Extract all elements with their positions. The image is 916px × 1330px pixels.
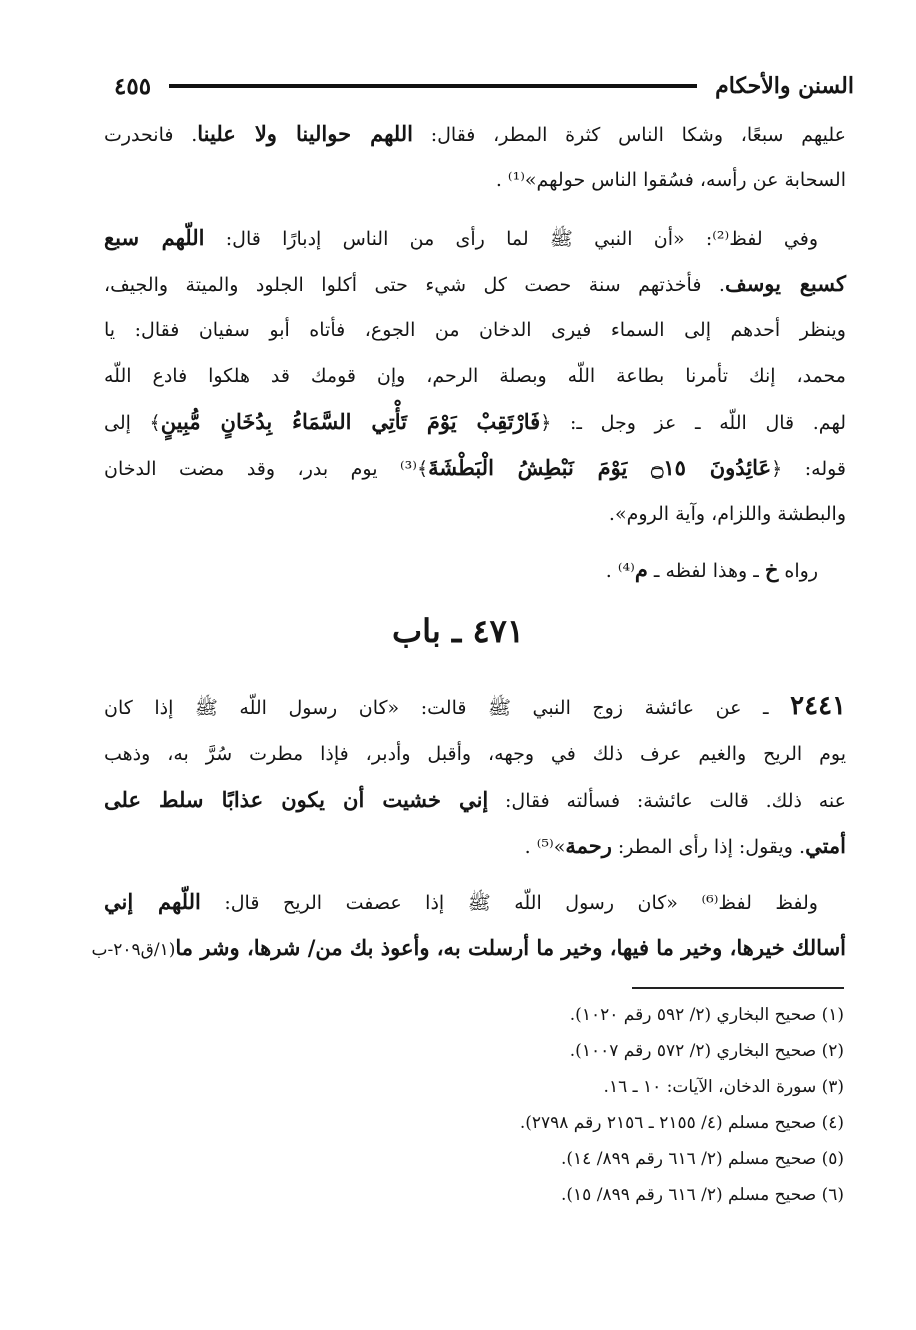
text-run: السحابة عن رأسه، فسُقوا الناس حولهم»⁽¹⁾ . — [495, 169, 846, 191]
text-line — [104, 824, 846, 868]
footnote-text: (٥) صحيح مسلم (٢/ ٦١٦ رقم ٨٩٩/ ١٤). — [561, 1149, 844, 1169]
text-run: ـ عن عائشة زوج النبي ﷺ قالت: «كان رسول اللّه ﷺ إذا كان — [104, 697, 791, 719]
text-line — [104, 158, 846, 202]
source-symbol: خ — [764, 557, 779, 582]
page-number: ٤٥٥ — [114, 72, 152, 100]
text-run: وفي لفظ⁽²⁾: «أن النبي ﷺ لما رأى من الناس إدبارًا قال: — [204, 228, 818, 250]
text-line — [104, 732, 846, 776]
quran-verse: فَارْتَقِبْ يَوْمَ تَأْتِي السَّمَاءُ بِدُخَانٍ مُّبِينٍ — [160, 409, 541, 434]
manuscript-folio-marker: (١/ق٢٠٩-ب — [91, 940, 176, 960]
text-run: لهم. قال اللّه ـ عز وجل ـ: ﴿ — [540, 412, 846, 434]
prophetic-saying: اللّهم إني — [104, 889, 201, 914]
text-line — [104, 778, 846, 822]
page-header — [114, 64, 854, 108]
text-run: . فانحدرت — [104, 124, 198, 146]
footnote-text: (٢) صحيح البخاري (٢/ ٥٧٢ رقم ١٠٠٧). — [569, 1041, 844, 1061]
text-run: ولفظ لفظ⁽⁶⁾ «كان رسول اللّه ﷺ إذا عصفت الريح قال: — [200, 892, 818, 914]
text-run: رواه — [778, 560, 818, 582]
text-line — [104, 446, 846, 490]
running-title: السنن والأحكام — [715, 73, 854, 99]
text-run: والبطشة واللزام، وآية الروم». — [608, 503, 846, 525]
footnote-text: (١) صحيح البخاري (٢/ ٥٩٢ رقم ١٠٢٠). — [569, 1005, 844, 1025]
footnote-separator — [632, 987, 844, 989]
text-run: عنه ذلك. قالت عائشة: فسألته فقال: — [488, 790, 846, 812]
prophetic-saying: كسبع يوسف — [724, 271, 846, 296]
text-line — [104, 262, 846, 306]
footnote-text: (٦) صحيح مسلم (٢/ ٦١٦ رقم ٨٩٩/ ١٥). — [561, 1185, 844, 1205]
text-run: يوم الريح والغيم عرف ذلك في وجهه، وأقبل وأدبر، فإذا مطرت سُرَّ به، وذهب — [104, 743, 846, 765]
section-heading: ٤٧١ ـ باب — [392, 612, 524, 650]
text-run: . فأخذتهم سنة حصت كل شيء حتى أكلوا الجلود والميتة والجيف، — [104, 274, 725, 296]
footnote — [104, 1106, 846, 1140]
text-line — [104, 112, 846, 156]
prophetic-saying: اللهم حوالينا ولا علينا — [197, 121, 413, 146]
text-line — [104, 492, 846, 536]
text-run: . ويقول: إذا رأى المطر: — [611, 836, 806, 858]
footnote-text: (٣) سورة الدخان، الآيات: ١٠ ـ ١٦. — [603, 1077, 844, 1097]
text-line — [104, 216, 846, 260]
text-line — [104, 354, 846, 398]
footnote — [104, 1070, 846, 1104]
text-line — [104, 400, 846, 444]
footnote-text: (٤) صحيح مسلم (٤/ ٢١٥٥ ـ ٢١٥٦ رقم ٢٧٩٨). — [519, 1113, 844, 1133]
prophetic-saying: إني خشيت أن يكون عذابًا سلط على — [104, 787, 489, 812]
text-line — [104, 308, 846, 352]
footnote — [104, 1178, 846, 1212]
prophetic-saying: رحمة — [565, 833, 612, 858]
text-run: »⁽⁵⁾ . — [524, 836, 566, 858]
hadith-number: ٢٤٤١ — [790, 691, 846, 721]
text-run: قوله: ﴿ — [771, 458, 847, 480]
prophetic-saying: أمتي — [805, 833, 846, 858]
prophetic-saying: أسالك خيرها، وخير ما فيها، وخير ما أرسلت به، وأعوذ بك من/ شرها، وشر ما — [175, 935, 846, 960]
header-rule — [169, 84, 697, 88]
text-run: عليهم سبعًا، وشكا الناس كثرة المطر، فقال: — [412, 124, 846, 146]
text-run: ـ وهذا لفظه ـ — [647, 560, 765, 582]
source-symbol: م — [634, 557, 648, 582]
prophetic-saying: اللّهم سبع — [104, 225, 205, 250]
text-line — [104, 880, 846, 924]
footnote — [104, 1142, 846, 1176]
text-run: ﴾ إلى — [104, 412, 161, 434]
text-run: محمد، إنك تأمرنا بطاعة اللّه وبصلة الرحم، وإن قومك قد هلكوا فادع اللّه — [104, 365, 846, 387]
text-run: وينظر أحدهم إلى السماء فيرى الدخان من الجوع، فأتاه أبو سفيان فقال: يا — [104, 319, 846, 341]
text-line — [91, 926, 846, 970]
text-line — [104, 684, 846, 728]
quran-verse: عَائِدُونَ ۝١٥ يَوْمَ نَبْطِشُ الْبَطْشَةَ — [428, 455, 772, 480]
footnote — [104, 1034, 846, 1068]
text-run: ﴾⁽³⁾ يوم بدر، وقد مضت الدخان — [104, 458, 429, 480]
footnote — [104, 998, 846, 1032]
text-run: ⁽⁴⁾ . — [605, 560, 635, 582]
text-line — [104, 548, 846, 592]
